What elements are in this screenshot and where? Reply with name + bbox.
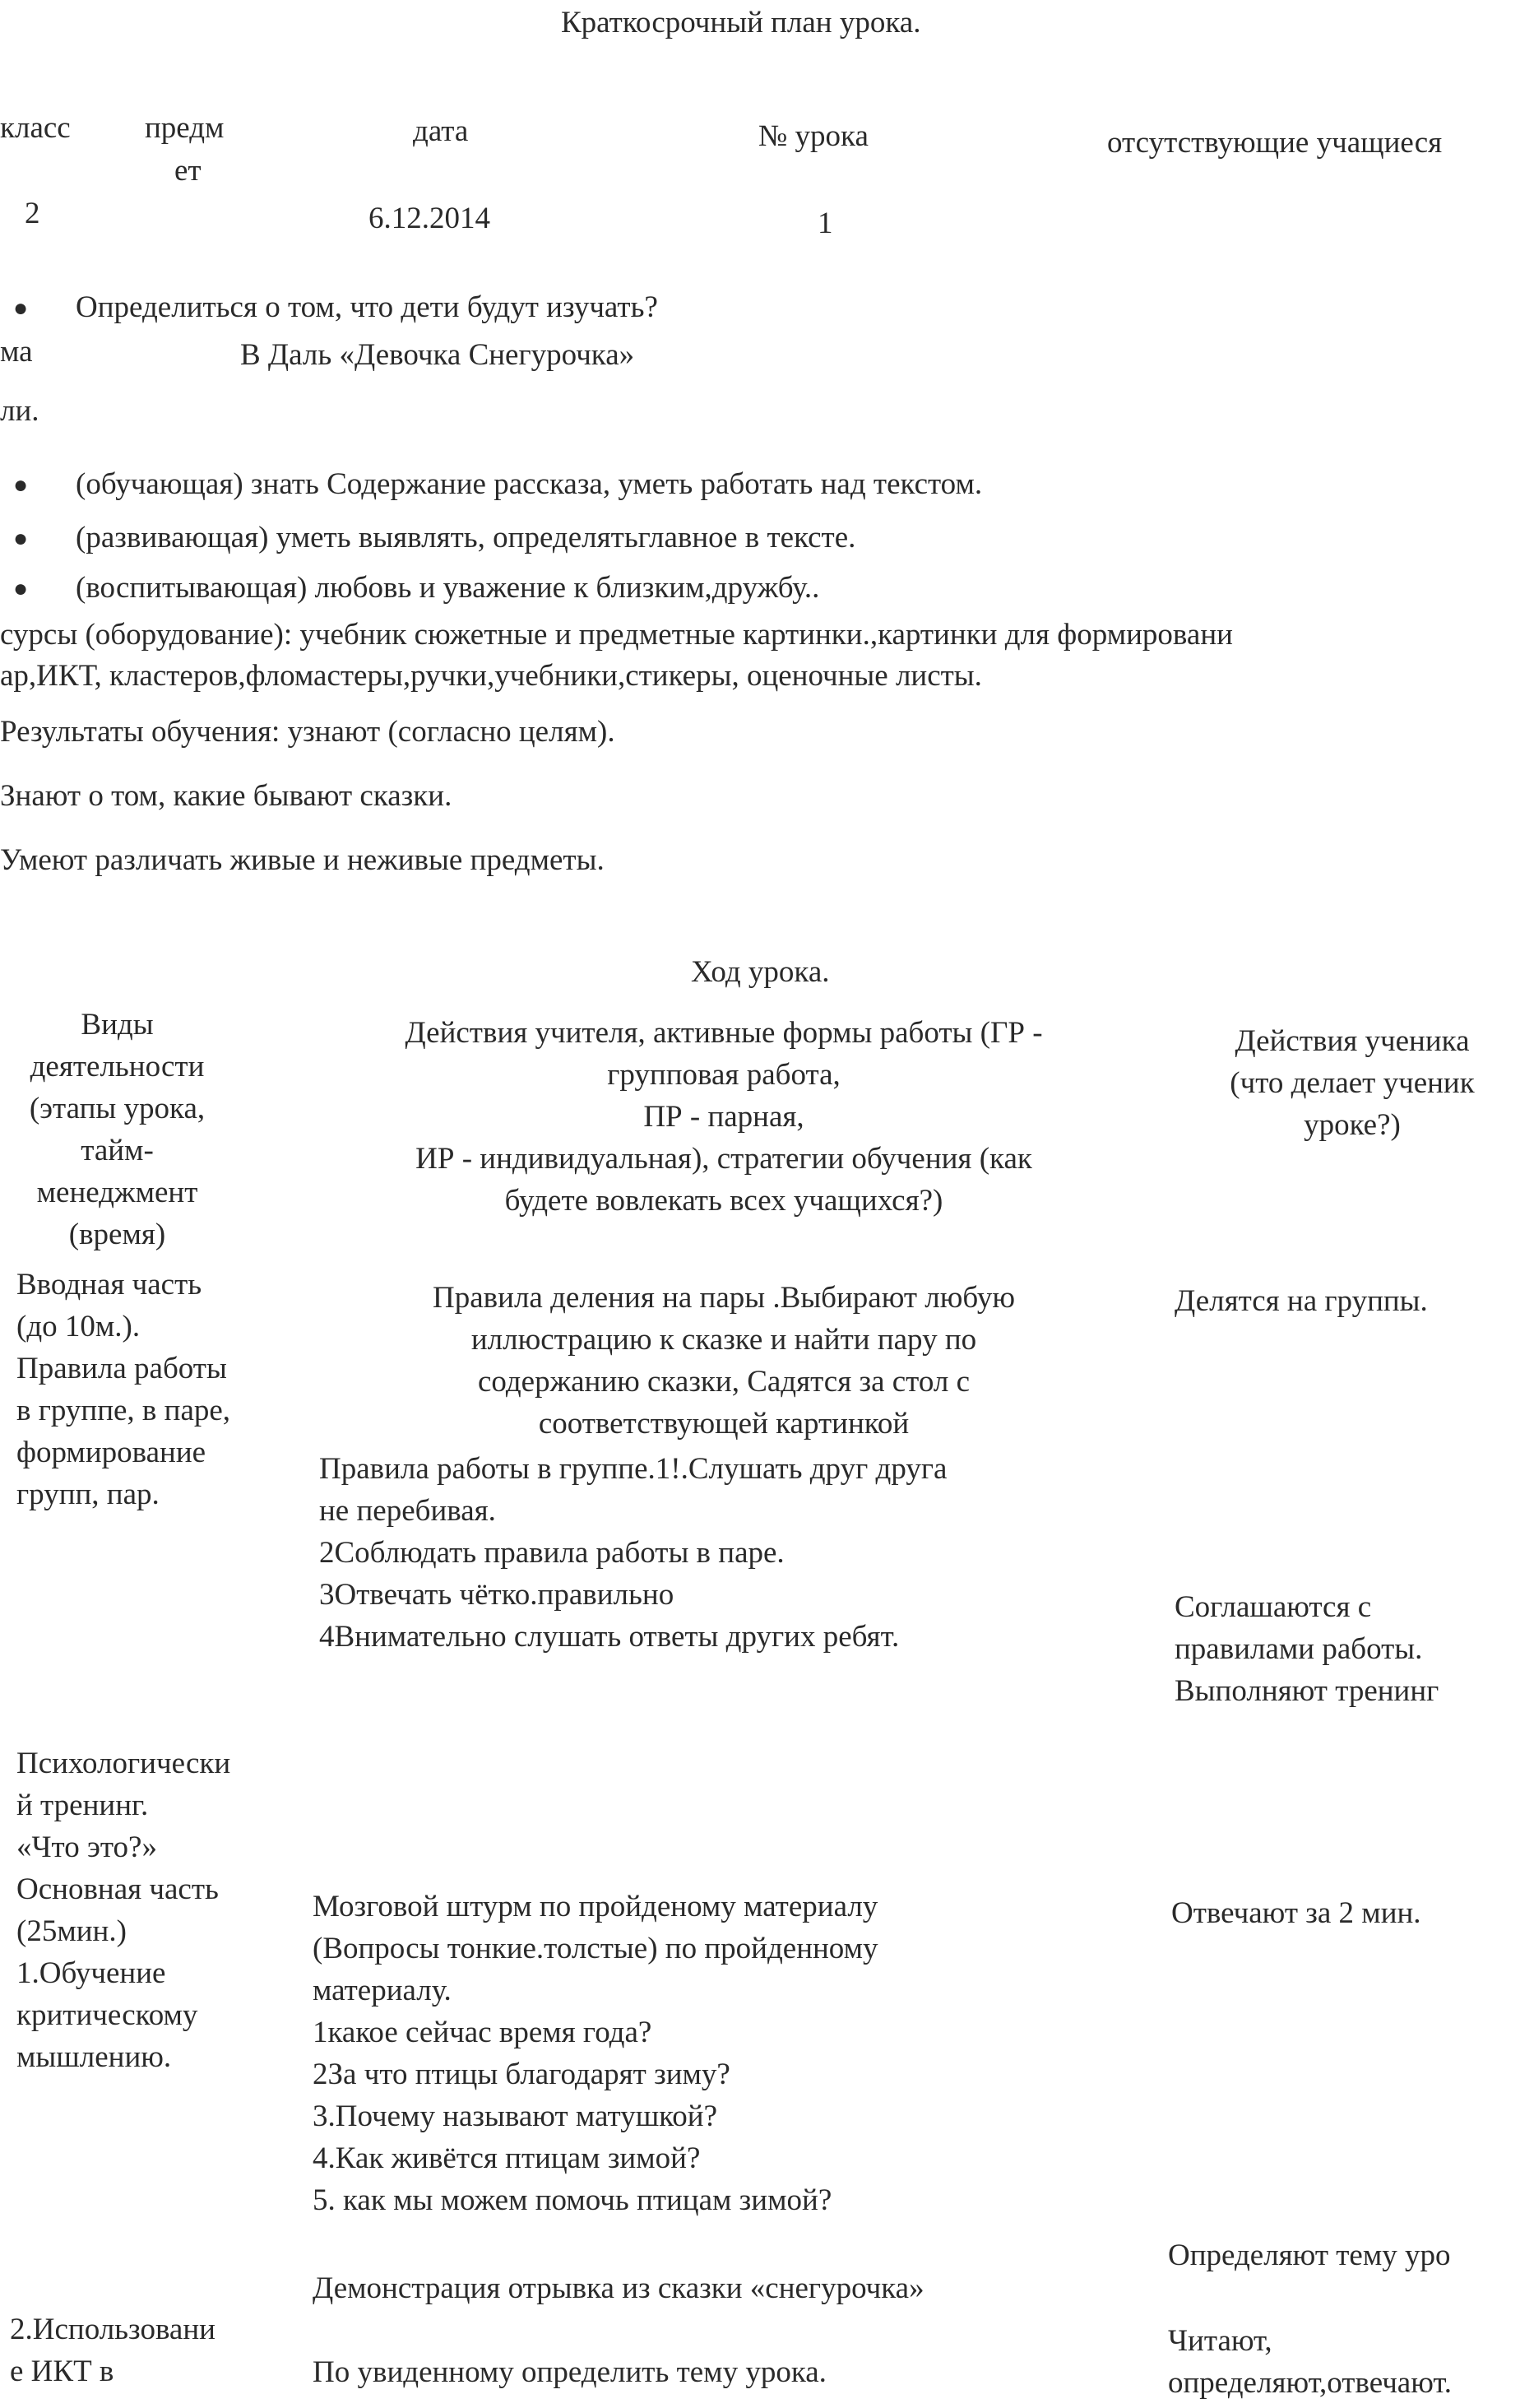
activity-line: «Что это?» <box>16 1830 157 1864</box>
activity-line: в группе, в паре, <box>16 1394 231 1427</box>
student-line: Соглашаются с <box>1175 1590 1372 1624</box>
class-value: 2 <box>25 197 40 230</box>
class-label: класс <box>0 111 71 145</box>
student-action <box>1168 2320 1452 2404</box>
student-line: определяют,отвечают. <box>1168 2366 1453 2400</box>
activity-line: мышлению. <box>16 2040 172 2074</box>
lesson-number-label: № урока <box>758 119 869 153</box>
activity-line: Правила работы <box>16 1352 227 1385</box>
goal-item: (обучающая) знать Содержание рассказа, уметь работать над текстом. <box>76 467 983 501</box>
student-line: Выполняют тренинг <box>1175 1674 1439 1708</box>
header-line: (этапы урока, <box>29 1092 206 1125</box>
teacher-line: 1какое сейчас время года? <box>313 2016 652 2049</box>
activity-line: (до 10м.). <box>16 1310 141 1343</box>
topic-label: ма <box>0 335 33 369</box>
header-line: тайм- <box>81 1134 154 1167</box>
student-action <box>1175 1586 1439 1712</box>
activity-line: Основная часть <box>16 1872 219 1906</box>
student-line: правилами работы. <box>1175 1632 1423 1666</box>
absent-students-label: отсутствующие учащиеся <box>1107 126 1443 160</box>
activity-line: е ИКТ в <box>10 2355 114 2388</box>
activity-line: 2.Использовани <box>10 2313 215 2346</box>
bullet-icon: ● <box>13 295 29 322</box>
course-title: Ход урока. <box>691 955 830 989</box>
bullet-icon: ● <box>13 525 29 552</box>
header-line: (время) <box>68 1218 166 1251</box>
teacher-line: (Вопросы тонкие.толстые) по пройденному <box>313 1932 878 1965</box>
activity-line: (25мин.) <box>16 1914 127 1948</box>
header-line: Действия ученика <box>1235 1024 1470 1058</box>
teacher-line: Правила работы в группе.1!.Слушать друг друга <box>319 1452 948 1486</box>
activity-line: формирование <box>16 1436 206 1469</box>
activity-line: групп, пар. <box>16 1478 160 1511</box>
teacher-line: содержанию сказки, Садятся за стол с <box>477 1365 971 1399</box>
goal-item: (воспитывающая) любовь и уважение к близким,дружбу.. <box>76 571 820 605</box>
results-item: Результаты обучения: узнают (согласно целям). <box>0 715 615 749</box>
activity-line: 1.Обучение <box>16 1956 166 1990</box>
results-item: Умеют различать живые и неживые предметы. <box>0 843 605 877</box>
teacher-demo: Демонстрация отрывка из сказки «снегурочка» <box>313 2271 925 2305</box>
student-action: Определяют тему уро <box>1168 2239 1451 2272</box>
document-title: Краткосрочный план урока. <box>561 6 921 39</box>
student-line: Читают, <box>1168 2324 1272 2358</box>
topic-value: В Даль «Девочка Снегурочка» <box>240 338 635 372</box>
teacher-group-rules <box>319 1448 947 1658</box>
date-value: 6.12.2014 <box>368 202 490 235</box>
subject-label: предм <box>145 111 225 145</box>
teacher-line: соответствующей картинкой <box>538 1407 910 1441</box>
header-line: будете вовлекать всех учащихся?) <box>504 1184 943 1218</box>
activity-line: й тренинг. <box>16 1789 149 1822</box>
teacher-define-topic: По увиденному определить тему урока. <box>313 2355 827 2389</box>
activity-line: критическому <box>16 1998 198 2032</box>
activity-line: Вводная часть <box>16 1268 202 1301</box>
teacher-brainstorm <box>313 1886 878 2221</box>
header-col-activities <box>0 1004 234 1255</box>
student-action: Делятся на группы. <box>1175 1284 1428 1318</box>
lesson-number-value: 1 <box>818 206 833 240</box>
header-line: (что делает ученик <box>1230 1066 1475 1100</box>
teacher-line: не перебивая. <box>319 1494 496 1528</box>
header-col-student <box>1184 1020 1520 1146</box>
header-line: деятельности <box>30 1050 205 1083</box>
student-action: Отвечают за 2 мин. <box>1171 1896 1421 1930</box>
teacher-line: 5. как мы можем помочь птицам зимой? <box>313 2183 832 2217</box>
header-line: Виды <box>81 1008 154 1042</box>
activity-intro <box>16 1264 230 1515</box>
bullet-icon: ● <box>13 575 29 602</box>
teacher-line: 2За что птицы благодарят зиму? <box>313 2058 730 2091</box>
header-line: ПР - парная, <box>643 1100 804 1134</box>
lesson-question: Определиться о том, что дети будут изучать? <box>76 290 658 324</box>
bullet-icon: ● <box>13 471 29 499</box>
teacher-line: 4Внимательно слушать ответы других ребят. <box>319 1620 900 1654</box>
teacher-line: 4.Как живётся птицам зимой? <box>313 2141 701 2175</box>
teacher-line: Мозговой штурм по пройденому материалу <box>313 1890 878 1923</box>
header-line: менеджмент <box>36 1176 198 1209</box>
header-line: уроке?) <box>1304 1108 1401 1142</box>
resources-line: ар,ИКТ, кластеров,фломастеры,ручки,учебники,стикеры, оценочные листы. <box>0 659 982 693</box>
teacher-line: 3Отвечать чётко.правильно <box>319 1578 674 1612</box>
goal-item: (развивающая) уметь выявлять, определятьглавное в тексте. <box>76 521 856 554</box>
teacher-line: 3.Почему называют матушкой? <box>313 2099 718 2133</box>
teacher-line: Правила деления на пары .Выбирают любую <box>433 1281 1015 1315</box>
header-line: Действия учителя, активные формы работы (ГР - <box>405 1016 1043 1050</box>
header-line: групповая работа, <box>607 1058 841 1092</box>
teacher-pairs-rules <box>329 1277 1119 1445</box>
teacher-line: материалу. <box>313 1974 452 2007</box>
header-col-teacher <box>329 1012 1119 1222</box>
activity-ict <box>10 2308 215 2392</box>
results-item: Знают о том, какие бывают сказки. <box>0 779 452 813</box>
resources-line: сурсы (оборудование): учебник сюжетные и предметные картинки.,картинки для формировани <box>0 618 1233 652</box>
teacher-line: иллюстрацию к сказке и найти пару по <box>470 1323 977 1357</box>
activity-line: Психологически <box>16 1747 231 1780</box>
header-line: ИР - индивидуальная), стратегии обучения (как <box>415 1142 1032 1176</box>
subject-label-cont: ет <box>174 154 202 188</box>
goals-label: ли. <box>0 394 39 428</box>
date-label: дата <box>413 114 469 148</box>
teacher-line: 2Соблюдать правила работы в паре. <box>319 1536 785 1570</box>
activity-main <box>16 1742 230 2078</box>
